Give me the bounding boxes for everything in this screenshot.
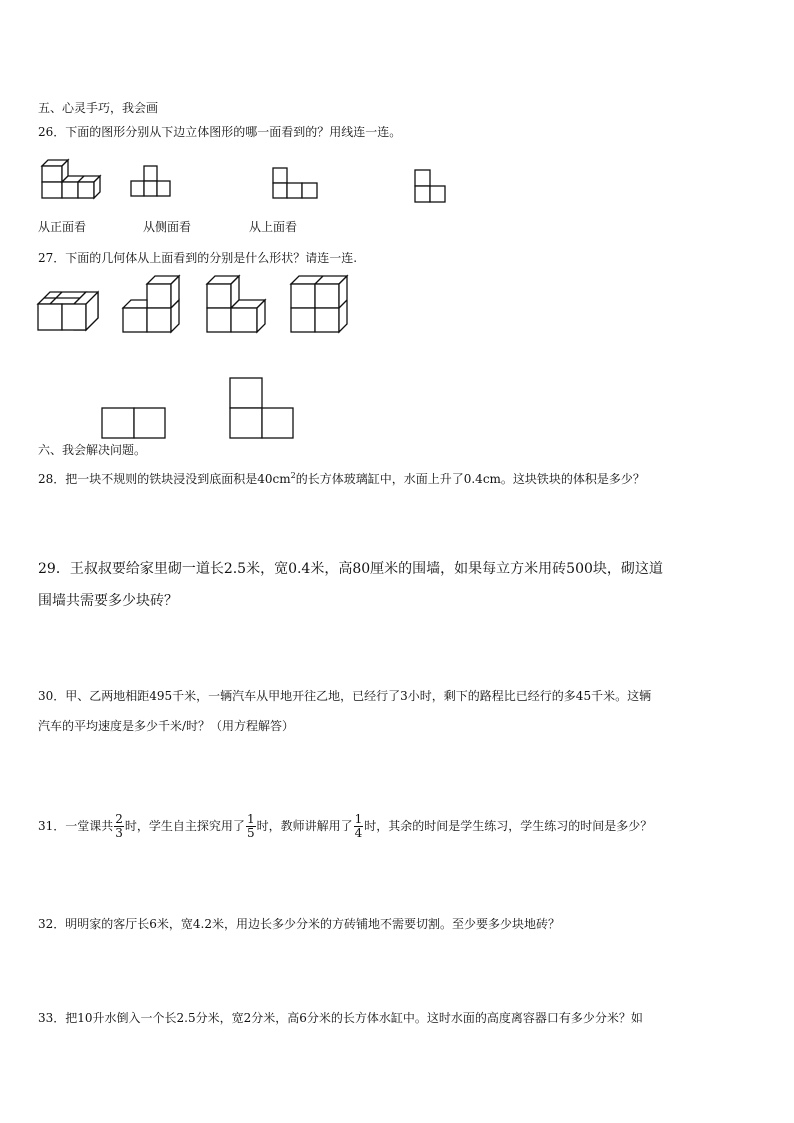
question-26-text: 26．下面的图形分别从下边立体图形的哪一面看到的？用线连一连。: [38, 125, 402, 139]
q31-fraction-3: [354, 813, 364, 840]
q31-fraction-3-denominator: 4: [354, 826, 363, 840]
question-33-text: 33．把10升水倒入一个长2.5分米，宽2分米，高6分米的长方体水缸中。这时水面的高度离容器口有多少分米？如: [38, 1011, 643, 1025]
q28-suffix: 的长方体玻璃缸中，水面上升了0.4cm。这块铁块的体积是多少？: [295, 472, 645, 486]
q31-fraction-1: [114, 813, 124, 840]
q26-view-3: [414, 168, 448, 204]
q31-part-3: 时，教师讲解用了: [256, 819, 353, 833]
question-30-line-1: 30．甲、乙两地相距495千米，一辆汽车从甲地开往乙地，已经行了3小时，剩下的路程比已经行的多45千米。这辆: [38, 689, 652, 703]
question-27-text: 27．下面的几何体从上面看到的分别是什么形状？请连一连.: [38, 251, 358, 265]
q31-part-1: 31．一堂课共: [38, 819, 114, 833]
section-5-title: 五、心灵手巧，我会画: [38, 101, 159, 115]
q31-fraction-1-denominator: 3: [115, 826, 123, 840]
q31-fraction-2-denominator: 5: [246, 826, 255, 840]
section-6-title: 六、我会解决问题。: [38, 443, 147, 457]
question-29-line-2: 围墙共需要多少块砖？: [38, 593, 178, 609]
q27-solid-2: [122, 274, 184, 334]
q27-solid-1: [37, 290, 101, 334]
q31-fraction-1-numerator: 2: [115, 812, 123, 826]
question-28-text: [38, 468, 645, 487]
q26-solid-figure: [38, 158, 102, 202]
question-31-text: [38, 806, 652, 846]
q27-top-view-shape-2: [229, 376, 295, 440]
q26-view-1: [130, 164, 172, 198]
q27-solid-4: [290, 274, 352, 334]
q26-view-label-front: 从正面看: [38, 220, 87, 234]
q31-part-2: 时，学生自主探究用了: [124, 819, 245, 833]
q28-prefix: 28．把一块不规则的铁块浸没到底面积是40cm: [38, 472, 291, 486]
q31-fraction-3-numerator: 1: [354, 812, 363, 826]
q26-view-2: [272, 166, 320, 200]
q31-part-4: 时，其余的时间是学生练习，学生练习的时间是多少？: [364, 819, 653, 833]
q26-view-label-top: 从上面看: [249, 220, 298, 234]
q28-superscript: 2: [290, 471, 296, 480]
q31-fraction-2: [246, 813, 256, 840]
q31-fraction-2-numerator: 1: [246, 812, 255, 826]
question-29-line-1: 29．王叔叔要给家里砌一道长2.5米，宽0.4米，高80厘米的围墙，如果每立方米用砖500块，砌这道: [38, 561, 663, 577]
q26-view-label-side: 从侧面看: [143, 220, 192, 234]
q27-solid-3: [206, 274, 270, 334]
question-32-text: 32．明明家的客厅长6米，宽4.2米，用边长多少分米的方砖铺地不需要切割。至少要多少块地砖？: [38, 917, 560, 931]
question-30-line-2: 汽车的平均速度是多少千米/时？（用方程解答）: [38, 719, 295, 733]
q27-top-view-shape-1: [101, 406, 167, 440]
